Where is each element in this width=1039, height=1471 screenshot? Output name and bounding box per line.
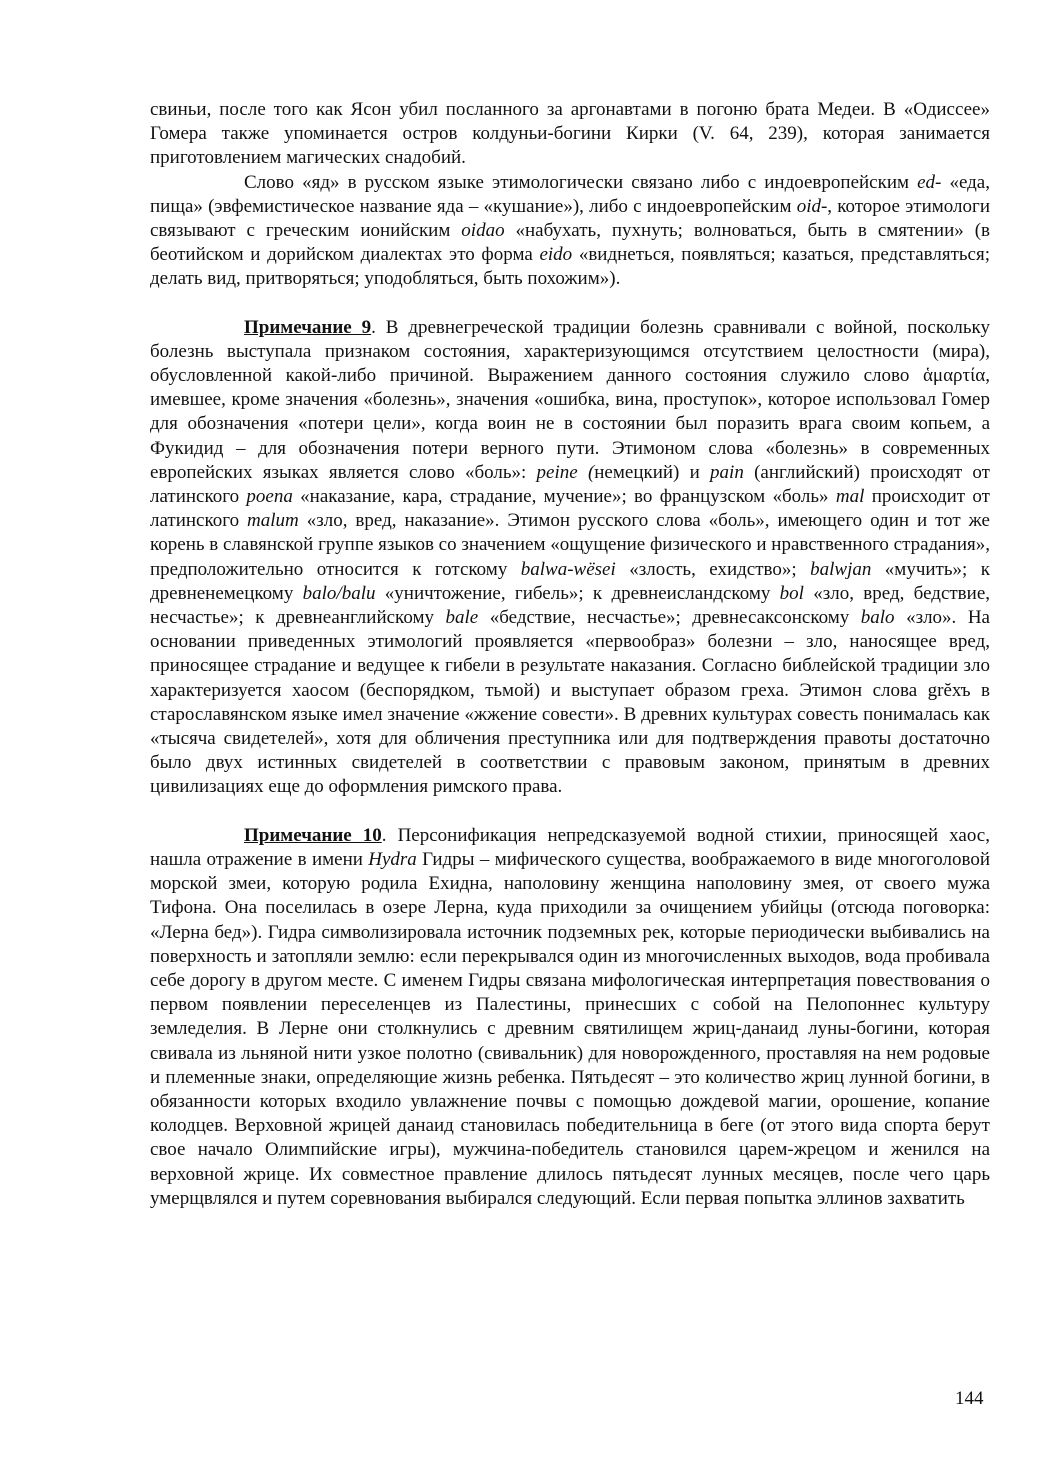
paragraph-poison-etymology [150,171,990,292]
text-run: «набухать, пухнуть; волноваться, быть в смятении» (в беотийском и дорийском диалектах это форма [150,220,990,266]
text-run: (английский) происходят от латинского [150,461,990,508]
italic-term: pain [710,461,744,483]
text-run: Слово «яд» в русском языке этимологически связано либо с индоевропейским [244,171,918,193]
italic-term: Hydra [368,848,417,870]
italic-term: poena [246,486,293,508]
note-9-paragraph [150,316,990,800]
italic-term: peine ( [536,461,595,483]
page-number: 144 [955,1388,984,1409]
text-run: «злость, ехидство»; [615,558,811,580]
paragraph-continuation: свиньи, после того как Ясон убил посланного за аргонавтами в погоню брата Медеи. В «Одиссее» Гомера также упоминается остров колдуньи-богини Кирки (V. 64, 239), которая занимается приготовлением магических снадобий. [150,99,990,169]
italic-term: balo/balu [302,582,376,604]
text-run: «зло». На основании приведенных этимологий проявляется «первообраз» болезни – зло, наносящее вред, приносящее страдание и ведущее к гибели в результате наказания. Согласно библейской традиции зло характеризуется хаосом (беспорядком, тьмой) и выступает образом греха. Этимон слова grĕхъ в старославянском языке имел значение «жжение совести». В древних культурах совесть понималась как «тысяча свидетелей», хотя для обличения преступника или для подтверждения правоты достаточно было двух истинных свидетелей в соответствии с правовым законом, принятым в древних цивилизациях еще до оформления римского права. [150,607,990,798]
text-run: Гидры – мифического существа, воображаемого в виде многоголовой морской змеи, которую родила Ехидна, наполовину женщина наполовину змея, от своего мужа Тифона. Она поселилась в озере Лерна, куда приходили за очищением убийцы (отсюда поговорка: «Лерна бед»). Гидра символизировала источник подземных рек, которые периодически выбивались на поверхность и затопляли землю: если перекрывался один из многочисленных выходов, вода пробивала себе дорогу в другом месте. С именем Гидры связана мифологическая интерпретация повествования о первом появлении переселенцев из Палестины, принесших с собой на Пелопоннес культуру земледелия. В Лерне они столкнулись с древним святилищем жриц-данаид луны-богини, которая свивала из льняной нити узкое полотно (свивальник) для новорожденного, проставляя на нем родовые и племенные знаки, определяющие жизнь ребенка. Пятьдесят – это количество жриц лунной богини, в обязанности которых входило увлажнение почвы с помощью дождевой магии, орошение, копание колодцев. Верховной жрицей данаид становилась победительница в беге (от этого вида спорта берут свое начало Олимпийские игры), мужчина-победитель становился царем-жрецом и женился на верховной жрице. Их совместное правление длилось пятьдесят лунных месяцев, после чего царь умерщвлялся и путем соревнования выбирался следующий. Если первая попытка эллинов захватить [150,848,990,1209]
text-run: «бедствие, несчастье»; древнесаксонскому [478,607,861,629]
page-body [150,98,990,1211]
text-run: «наказание, кара, страдание, мучение»; во французском «боль» [292,486,836,508]
text-run: «зло, вред, наказание». Этимон русского слова «боль», имеющего один и тот же корень в славянской группе языков со значением «ощущение физического и нравственного страдания», предположительно относится к готскому [150,510,990,580]
text-run: «уничтожение, гибель»; к древнеисландскому [375,582,780,604]
italic-term: balwjan [810,558,872,580]
italic-term: balwa-wësei [520,558,616,580]
italic-term: oidao [461,220,505,242]
italic-term: bol [779,582,804,604]
note-10-title: Примечание 10 [244,824,382,846]
text-run: , которое этимологи связывают с греческим ионийским [150,195,990,242]
text-run: . В древнегреческой традиции болезнь сравнивали с войной, поскольку болезнь выступала признаком состояния, характеризующимся отсутствием целостности (мира), обусловленной какой-либо причиной. Выражением данного состояния служило слово ἁμαρτία, имевшее, кроме значения «болезнь», значения «ошибка, вина, проступок», которое использовал Гомер для обозначения «потери цели», когда воин не в состоянии был поразить врага своим копьем, а Фукидид – для обозначения потери верного пути. Этимоном слова «болезнь» в современных европейских языках является слово «боль»: [150,316,990,483]
note-10-paragraph [150,824,990,1211]
italic-term: bale [445,607,479,629]
italic-term: eido [539,244,573,266]
text-run: . Персонификация непредсказуемой водной стихии, приносящей хаос, нашла отражение в имени [150,824,990,870]
text-run: происходит от латинского [150,486,990,532]
text-run: немецкий) и [594,461,711,483]
text-run: «зло, вред, бедствие, несчастье»; к древнеанглийскому [150,582,991,629]
italic-term: balo [860,607,895,629]
italic-term: malum [247,510,299,532]
italic-term: ed- [917,171,942,193]
note-9-title: Примечание 9 [244,316,372,338]
text-run: «еда, пища» (эвфемистическое название яда – «кушание»), либо с индоевропейским [150,171,990,217]
text-run: «мучить»; к древненемецкому [150,558,990,604]
text-run: «виднеться, появляться; казаться, представляться; делать вид, притворяться; уподобляться, быть похожим»). [150,244,990,290]
italic-term: mal [835,486,865,508]
italic-term: oid- [796,195,828,217]
